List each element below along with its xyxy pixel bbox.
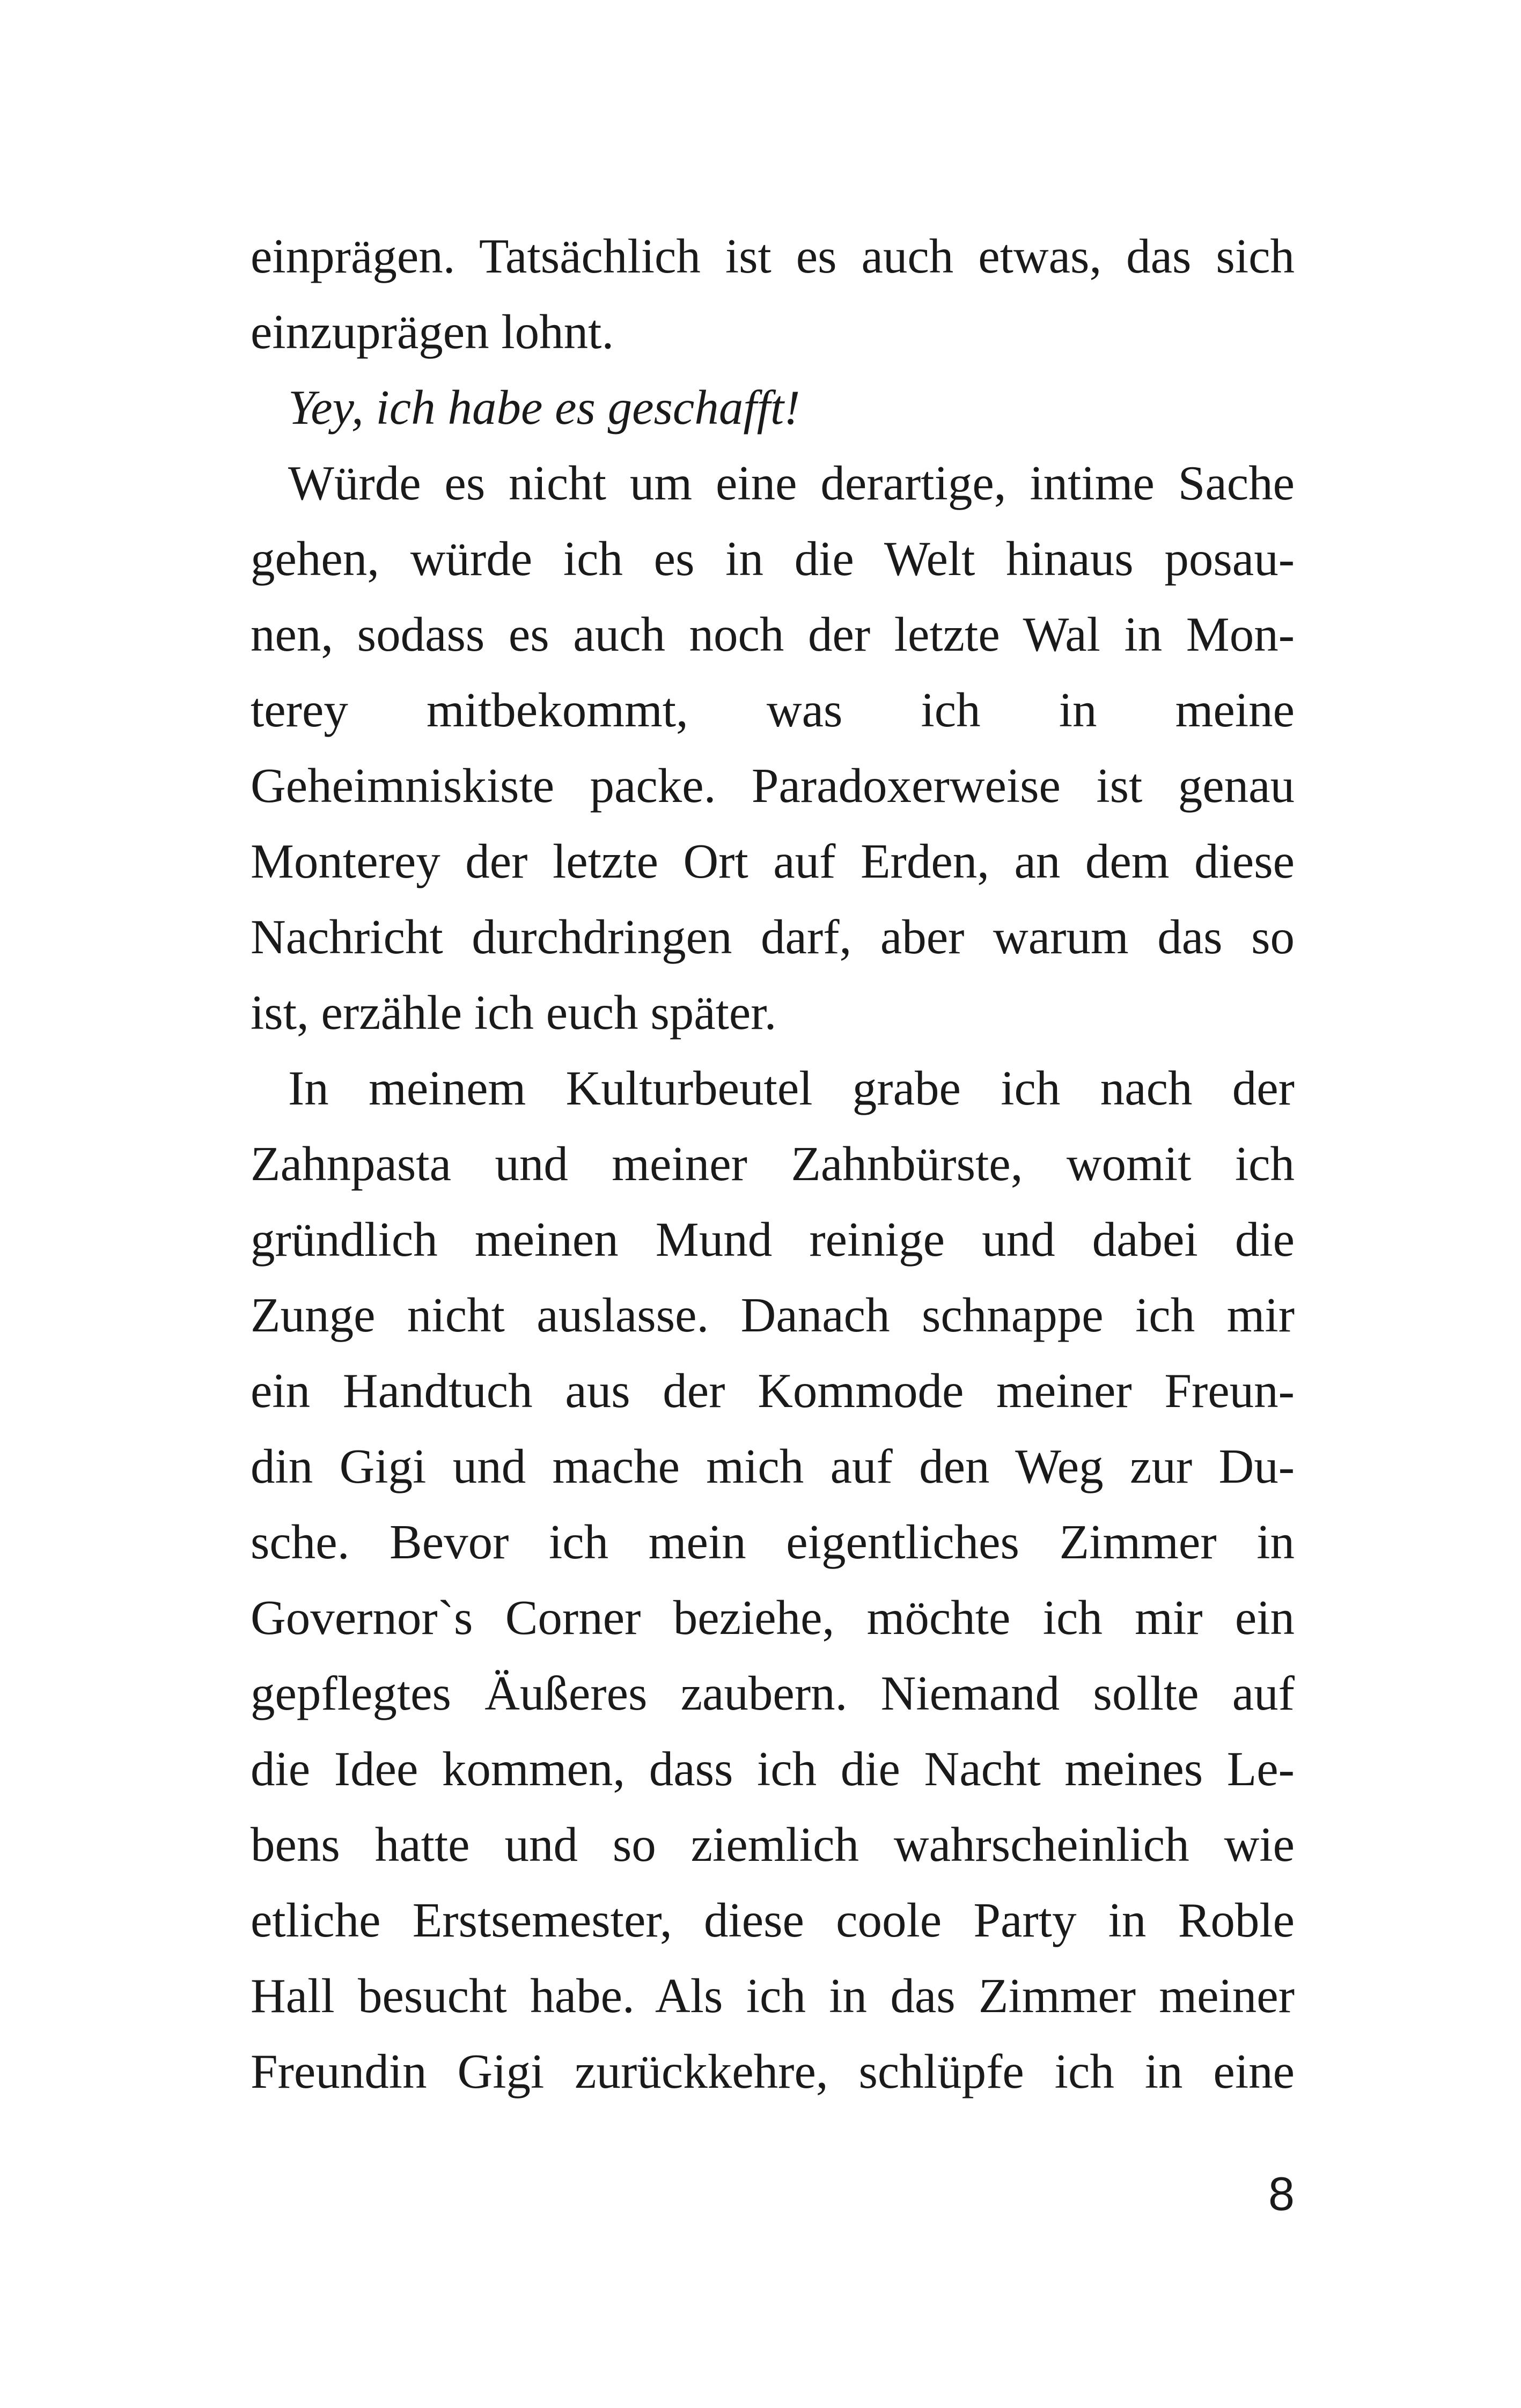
text-line: bens hatte und so ziemlich wahrscheinlich wie — [251, 1817, 1295, 1872]
text-line: din Gigi und mache mich auf den Weg zur Du- — [251, 1439, 1295, 1493]
text-line: Geheimniskiste packe. Paradoxerweise ist genau — [251, 759, 1295, 813]
text-line: Governor`s Corner beziehe, möchte ich mir ein — [251, 1590, 1295, 1645]
text-line: Zahnpasta und meiner Zahnbürste, womit ich — [251, 1137, 1295, 1191]
text-line: gepflegtes Äußeres zaubern. Niemand sollte auf — [251, 1666, 1295, 1720]
text-line: einprägen. Tatsächlich ist es auch etwas, das sich — [251, 229, 1295, 283]
text-line: nen, sodass es auch noch der letzte Wal in Mon- — [251, 607, 1295, 661]
text-line: Nachricht durchdringen darf, aber warum das so — [251, 910, 1295, 964]
italic-thought-line: Yey, ich habe es geschafft! — [288, 380, 800, 435]
text-line: Zunge nicht auslasse. Danach schnappe ich mir — [251, 1288, 1295, 1342]
text-line: terey mitbekommt, was ich in meine — [251, 683, 1295, 737]
text-line: ist, erzähle ich euch später. — [251, 985, 777, 1040]
text-line: einzuprägen lohnt. — [251, 305, 614, 359]
text-line: gehen, würde ich es in die Welt hinaus posau- — [251, 532, 1295, 586]
body-text — [251, 218, 1295, 2109]
text-line: etliche Erstsemester, diese coole Party in Roble — [251, 1893, 1295, 1947]
text-line: Monterey der letzte Ort auf Erden, an dem diese — [251, 834, 1295, 888]
text-line: sche. Bevor ich mein eigentliches Zimmer in — [251, 1515, 1295, 1569]
text-line: In meinem Kulturbeutel grabe ich nach der — [288, 1061, 1295, 1115]
text-line: gründlich meinen Mund reinige und dabei die — [251, 1212, 1295, 1266]
text-line: Hall besucht habe. Als ich in das Zimmer meiner — [251, 1969, 1295, 2023]
text-line: Würde es nicht um eine derartige, intime Sache — [288, 456, 1295, 510]
text-line: Freundin Gigi zurückkehre, schlüpfe ich in eine — [251, 2044, 1295, 2098]
text-line: die Idee kommen, dass ich die Nacht meines Le- — [251, 1742, 1295, 1796]
page-number: 8 — [1268, 2167, 1295, 2220]
text-line: ein Handtuch aus der Kommode meiner Freun- — [251, 1364, 1295, 1418]
